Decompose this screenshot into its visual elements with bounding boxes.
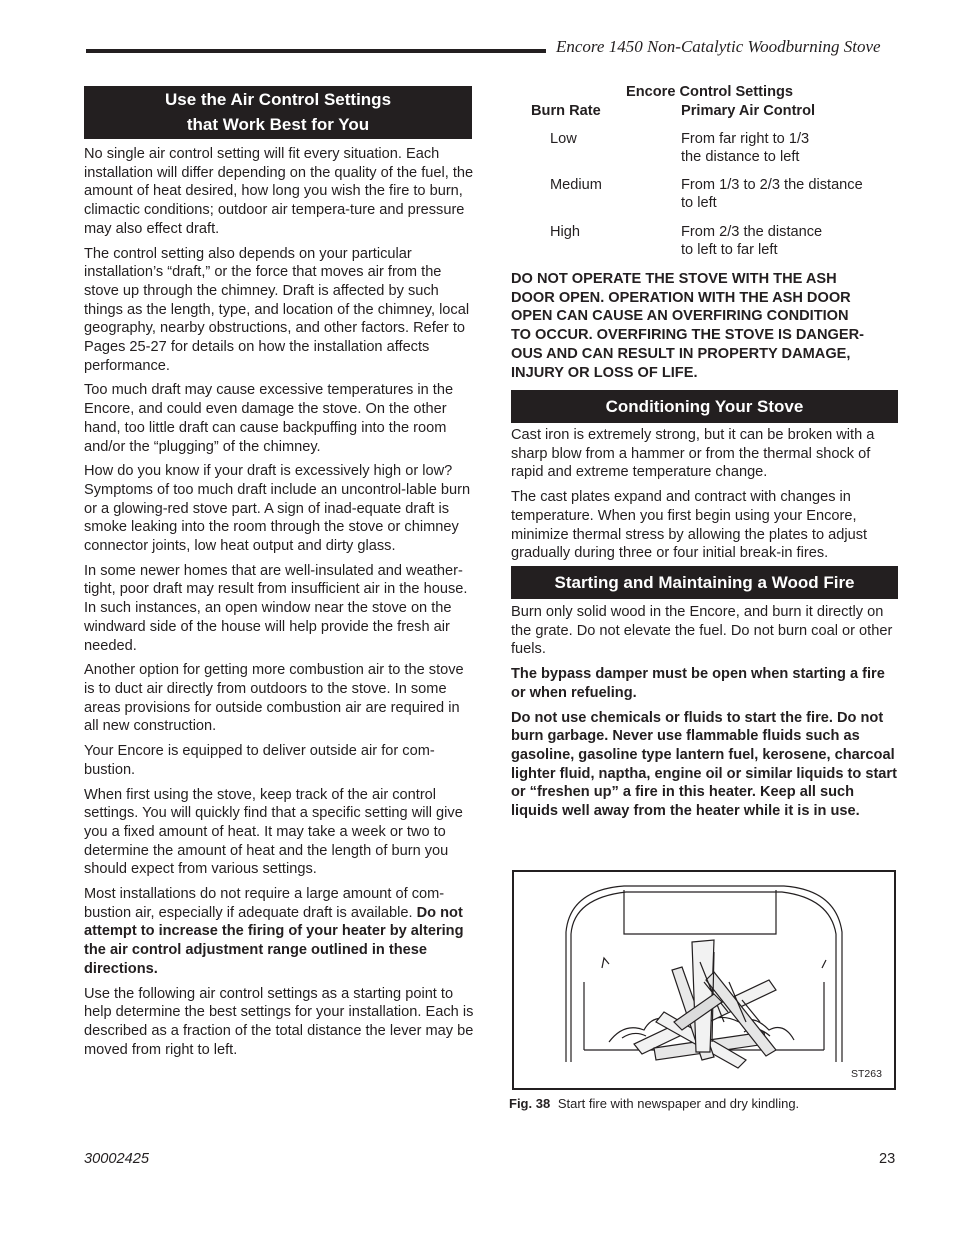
table-row [511, 130, 898, 176]
burn-rate: Medium [550, 176, 602, 193]
air-control-line: the distance to left [681, 149, 800, 166]
section-heading-conditioning: Conditioning Your Stove [511, 390, 898, 423]
header-rule [86, 49, 546, 53]
warning-line: DO NOT OPERATE THE STOVE WITH THE ASH [511, 271, 837, 287]
paragraph: Use the following air control settings as a starting point to help determine the best settings for your installation. Each is described as a fraction of the total distance the lever may be moved from right to left. [84, 985, 474, 1058]
warning-line: OUS AND CAN RESULT IN PROPERTY DAMAGE, [511, 345, 851, 362]
col-header-primary-air: Primary Air Control [681, 102, 816, 119]
section-heading-air-control [84, 86, 472, 139]
paragraph-bold: Do not use chemicals or fluids to start the fire. Do not burn garbage. Never use flammable fluids such as gasoline, gasoline type lantern fuel, kerosene, charcoal lighter fluid, naptha, engine oil or similar liquids to start or “freshen up” a fire in this heater. Keep all such liquids well away from the heater while it is in use. [511, 709, 897, 820]
paragraph: The cast plates expand and contract with changes in temperature. When you first begin using your Encore, minimize thermal stress by allowing the plates to adjust gradually during three or four initial break-in fires. [511, 489, 868, 562]
stove-firebox-illustration [514, 872, 894, 1088]
paragraph [84, 885, 474, 979]
warning-line: DOOR OPEN. OPERATION WITH THE ASH DOOR [511, 289, 851, 306]
figure-caption [509, 1096, 799, 1111]
air-control-line: From 1/3 to 2/3 the distance [681, 176, 863, 193]
starting-fire-body [511, 603, 898, 827]
paragraph: Another option for getting more combustion air to the stove is to duct air directly from outdoors to the stove. In some areas provisions for outside combustion air are required in all new construction. [84, 662, 464, 735]
air-control [681, 223, 896, 260]
air-control [681, 130, 896, 167]
figure-number: Fig. 38 [509, 1096, 551, 1111]
paragraph: Too much draft may cause excessive temperatures in the Encore, and could even damage the stove. On the other hand, too little draft can cause backpuffing into the room and/or the “plugging” of the chimney. [84, 382, 454, 455]
table-header-row [511, 102, 898, 130]
figure-stove-fire [512, 870, 896, 1090]
paragraph: Your Encore is equipped to deliver outside air for com-bustion. [84, 743, 435, 778]
warning-line: OPEN CAN CAUSE AN OVERFIRING CONDITION [511, 308, 849, 325]
heading-line-2: that Work Best for You [186, 115, 370, 134]
conditioning-body [511, 426, 898, 569]
air-control [681, 176, 896, 213]
warning-line: TO OCCUR. OVERFIRING THE STOVE IS DANGER- [511, 327, 864, 344]
burn-rate: High [550, 223, 581, 240]
paragraph: How do you know if your draft is excessively high or low? Symptoms of too much draft include an uncontrol-lable burn or a glowing-red stove part. A sign of inad-equate draft is smoke leaking into the room through the stove or chimney connector joints, low heat output and dirty glass. [84, 463, 471, 555]
paragraph: Burn only solid wood in the Encore, and burn it directly on the grate. Do not elevate the fuel. Do not burn coal or other fuels. [511, 604, 893, 658]
ash-door-warning [511, 270, 898, 382]
air-control-line: From far right to 1/3 [681, 130, 810, 147]
air-control-line: to left [681, 195, 717, 212]
heading-line-1: Use the Air Control Settings [164, 90, 392, 109]
burn-rate: Low [550, 130, 577, 147]
figure-code: ST263 [851, 1068, 882, 1080]
table-row [511, 176, 898, 223]
paragraph: The control setting also depends on your particular installation’s “draft,” or the force that moves air from the stove up through the chimney. Draft is affected by such things as the length, type, and location of the chimney, local geography, nearby obstructions, and other factors. Refer to Pages 25-27 for details on how the installation affects performance. [84, 245, 470, 374]
air-control-line: From 2/3 the distance [681, 223, 823, 240]
air-control-line: to left to far left [681, 242, 778, 259]
paragraph: When first using the stove, keep track of the air control settings. You will quickly find that a specific setting will give you a fixed amount of heat. It may take a week or two to determine the amount of heat and the length of burn you should expect from various settings. [84, 786, 463, 878]
left-column-body [84, 145, 474, 1065]
page-number: 23 [879, 1151, 896, 1167]
table-row [511, 223, 898, 263]
col-header-burn-rate: Burn Rate [531, 102, 601, 119]
paragraph: In some newer homes that are well-insulated and weather-tight, poor draft may result from insufficient air in the house. In such instances, an open window near the stove on the windward side of the house will help provide the fresh air needed. [84, 562, 468, 654]
paragraph-bold: The bypass damper must be open when starting a fire or when refueling. [511, 666, 885, 701]
control-settings-table [511, 83, 898, 263]
warning-line: INJURY OR LOSS OF LIFE. [511, 364, 698, 381]
running-header-title: Encore 1450 Non-Catalytic Woodburning Stove [556, 37, 881, 56]
paragraph: Cast iron is extremely strong, but it can be broken with a sharp blow from a hammer or from the thermal shock of rapid and extreme temperature change. [511, 427, 875, 481]
figure-caption-text: Start fire with newspaper and dry kindling. [557, 1096, 800, 1111]
table-caption: Encore Control Settings [625, 84, 794, 100]
section-heading-starting-fire: Starting and Maintaining a Wood Fire [511, 566, 898, 599]
paragraph-bold-warning: Do not attempt to increase the firing of your heater by altering the air control adjustment range outlined in these directions. [84, 904, 464, 977]
paragraph: No single air control setting will fit every situation. Each installation will differ depending on the quality of the fuel, the amount of heat desired, how long you wish the fire to burn, climactic conditions; outdoor air tempera-ture and pressure may also effect draft. [84, 146, 474, 237]
document-number: 30002425 [84, 1151, 149, 1167]
paragraph-text: Most installations do not require a large amount of com-bustion air, especially if adequate draft is available. [84, 886, 445, 921]
